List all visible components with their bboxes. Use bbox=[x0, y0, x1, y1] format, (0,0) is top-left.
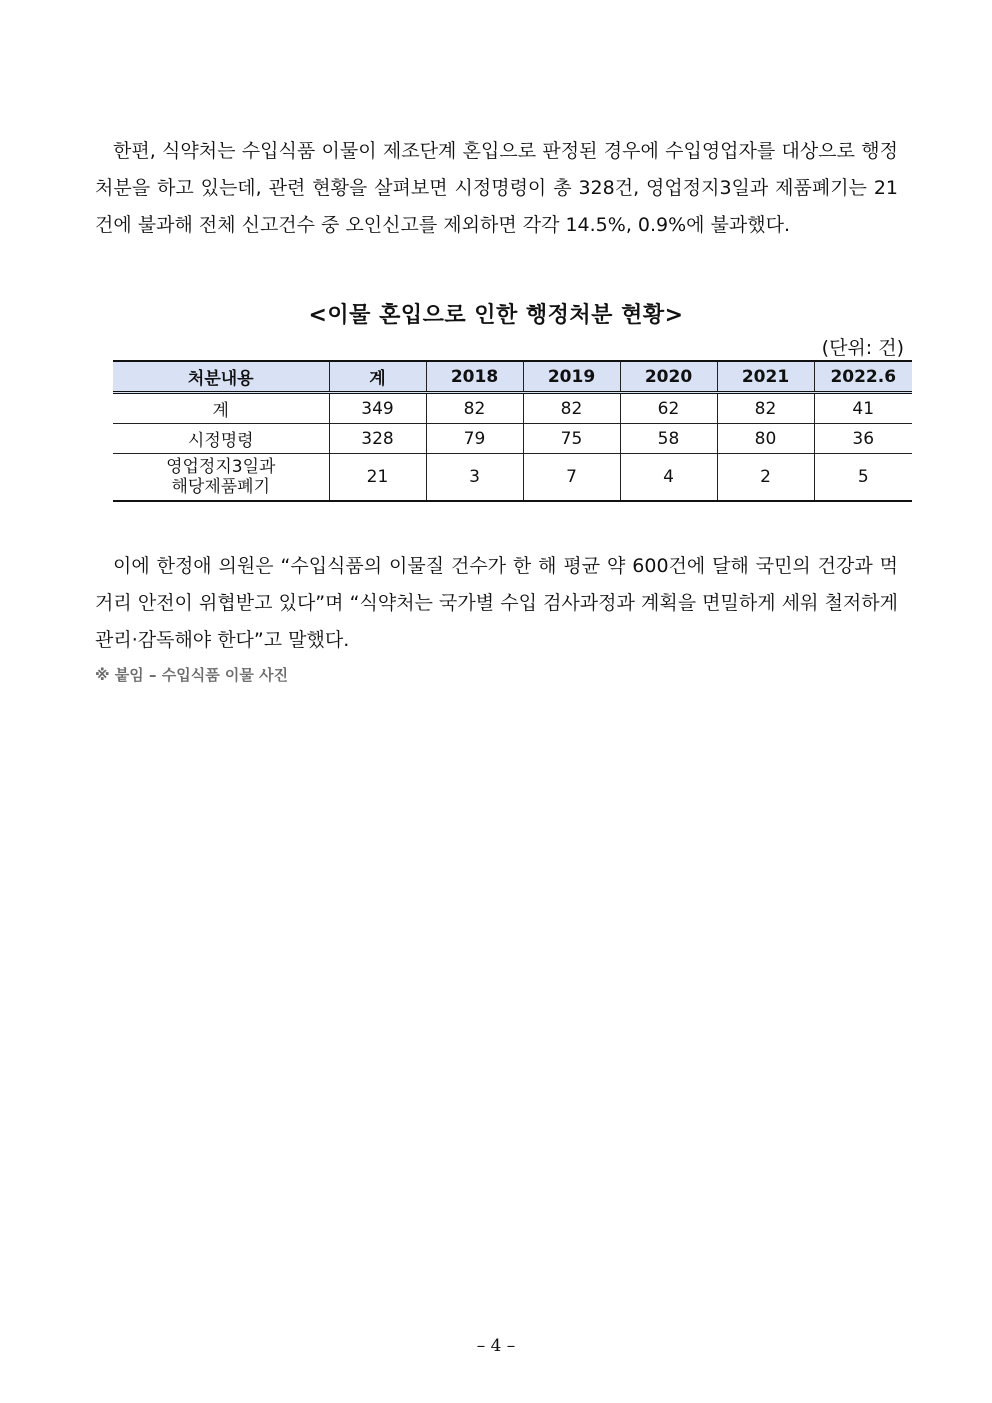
table-title: <이물 혼입으로 인한 행정처분 현황> bbox=[308, 303, 684, 328]
table-cell: 80 bbox=[717, 424, 814, 454]
table-unit: (단위: 건) bbox=[821, 337, 904, 359]
table-cell: 62 bbox=[620, 393, 717, 424]
body-paragraph-2 bbox=[95, 548, 898, 659]
table-cell: 21 bbox=[329, 454, 426, 502]
table-cell: 58 bbox=[620, 424, 717, 454]
table-cell: 4 bbox=[620, 454, 717, 502]
table-cell: 328 bbox=[329, 424, 426, 454]
page-number: – 4 – bbox=[476, 1336, 516, 1356]
table-cell: 36 bbox=[814, 424, 912, 454]
row-label-line: 영업정지3일과 bbox=[166, 457, 276, 477]
table-cell: 79 bbox=[426, 424, 523, 454]
table-cell: 7 bbox=[523, 454, 620, 502]
paragraph-2-text: 이에 한정애 의원은 “수입식품의 이물질 건수가 한 해 평균 약 600건에 달해 국민의 건강과 먹거리 안전이 위협받고 있다”며 “식약처는 국가별 수입 검사과정과 계획을 면밀하게 세워 철저하게 관리·감독해야 한다”고 말했다. bbox=[95, 555, 898, 651]
attachment-note: ※ 붙임 – 수입식품 이물 사진 bbox=[95, 666, 289, 684]
table-row bbox=[113, 424, 912, 454]
table-cell: 82 bbox=[426, 393, 523, 424]
row-label: 시정명령 bbox=[113, 424, 329, 454]
header-cell: 2018 bbox=[426, 361, 523, 393]
body-paragraph-1 bbox=[95, 133, 898, 244]
table-cell: 82 bbox=[717, 393, 814, 424]
paragraph-1-text: 한편, 식약처는 수입식품 이물이 제조단계 혼입으로 판정된 경우에 수입영업자를 대상으로 행정처분을 하고 있는데, 관련 현황을 살펴보면 시정명령이 총 328건, 영업정지3일과 제품폐기는 21건에 불과해 전체 신고건수 중 오인신고를 제외하면 각각 14.5%, 0.9%에 불과했다. bbox=[95, 140, 898, 236]
table-cell: 2 bbox=[717, 454, 814, 502]
header-cell: 계 bbox=[329, 361, 426, 393]
row-label-line: 해당제품폐기 bbox=[171, 477, 271, 497]
header-cell: 2020 bbox=[620, 361, 717, 393]
header-cell: 2019 bbox=[523, 361, 620, 393]
table-cell: 82 bbox=[523, 393, 620, 424]
row-label bbox=[113, 454, 329, 502]
table-cell: 41 bbox=[814, 393, 912, 424]
table-header-row bbox=[113, 361, 912, 393]
table-cell: 5 bbox=[814, 454, 912, 502]
table-row bbox=[113, 393, 912, 424]
header-cell: 처분내용 bbox=[113, 361, 329, 393]
table-row bbox=[113, 454, 912, 502]
header-cell: 2022.6 bbox=[814, 361, 912, 393]
disposition-table bbox=[113, 360, 912, 502]
table-cell: 349 bbox=[329, 393, 426, 424]
table-cell: 75 bbox=[523, 424, 620, 454]
header-cell: 2021 bbox=[717, 361, 814, 393]
row-label: 계 bbox=[113, 393, 329, 424]
table-cell: 3 bbox=[426, 454, 523, 502]
